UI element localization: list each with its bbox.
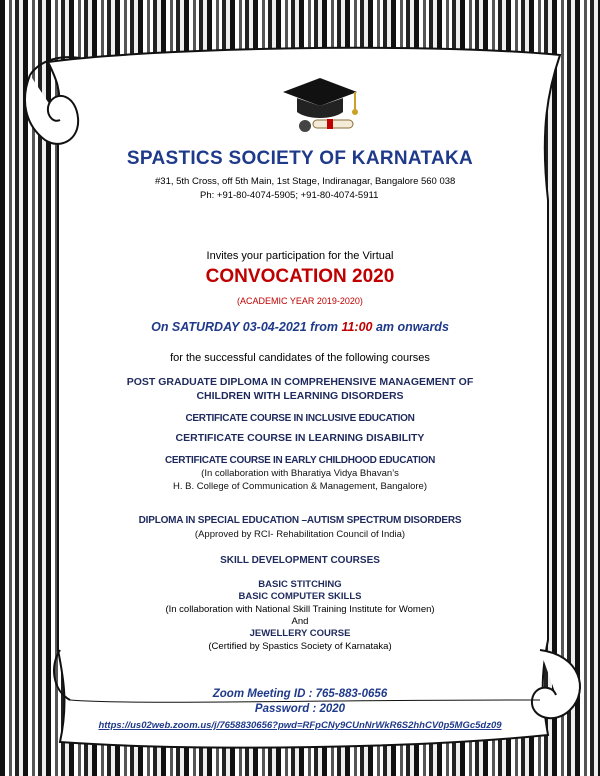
date-text: On SATURDAY 03-04-2021 from <box>151 320 342 334</box>
time-suffix: am onwards <box>372 320 449 334</box>
course-basic-stitching: BASIC STITCHING <box>258 579 342 590</box>
and-text: And <box>291 616 309 627</box>
collaboration-note-line1: (In collaboration with Bharatiya Vidya Bhavan’s <box>201 468 399 479</box>
event-time: 11:00 <box>341 320 373 334</box>
event-date <box>60 320 540 334</box>
certification-note: (Certified by Spastics Society of Karnataka) <box>208 641 392 652</box>
for-candidates-text: for the successful candidates of the following courses <box>170 352 430 364</box>
invites-text: Invites your participation for the Virtual <box>206 250 394 262</box>
nsti-collaboration-note: (In collaboration with National Skill Training Institute for Women) <box>165 604 435 615</box>
zoom-password: Password : 2020 <box>254 703 346 715</box>
event-title: CONVOCATION 2020 <box>205 266 395 287</box>
organization-phone: Ph: +91-80-4074-5905; +91-80-4074-5911 <box>200 190 379 201</box>
skill-courses-heading: SKILL DEVELOPMENT COURSES <box>220 555 380 566</box>
course-autism-diploma: DIPLOMA IN SPECIAL EDUCATION –AUTISM SPECTRUM DISORDERS <box>138 515 462 526</box>
course-inclusive-education: CERTIFICATE COURSE IN INCLUSIVE EDUCATION <box>185 413 415 424</box>
course-pg-diploma-line2: CHILDREN WITH LEARNING DISORDERS <box>196 390 404 402</box>
rci-approval-note: (Approved by RCI- Rehabilitation Council of India) <box>194 529 406 540</box>
collaboration-note-line2: H. B. College of Communication & Management, Bangalore) <box>173 481 427 492</box>
organization-address: #31, 5th Cross, off 5th Main, 1st Stage, Indiranagar, Bangalore 560 038 <box>155 176 456 187</box>
course-basic-computer: BASIC COMPUTER SKILLS <box>238 591 362 602</box>
course-jewellery: JEWELLERY COURSE <box>249 628 351 639</box>
organization-name: SPASTICS SOCIETY OF KARNATAKA <box>126 148 474 169</box>
zoom-link[interactable]: https://us02web.zoom.us/j/7658830656?pwd=RFpCNy9CUnNrWkR6S2hhCV0p5MGc5dz09 <box>98 720 502 731</box>
course-learning-disability: CERTIFICATE COURSE IN LEARNING DISABILITY <box>175 432 425 444</box>
course-early-childhood: CERTIFICATE COURSE IN EARLY CHILDHOOD EDUCATION <box>165 455 435 466</box>
academic-year: (ACADEMIC YEAR 2019-2020) <box>237 296 363 306</box>
course-pg-diploma-line1: POST GRADUATE DIPLOMA IN COMPREHENSIVE MANAGEMENT OF <box>126 376 474 388</box>
zoom-meeting-id: Zoom Meeting ID : 765-883-0656 <box>212 688 388 700</box>
